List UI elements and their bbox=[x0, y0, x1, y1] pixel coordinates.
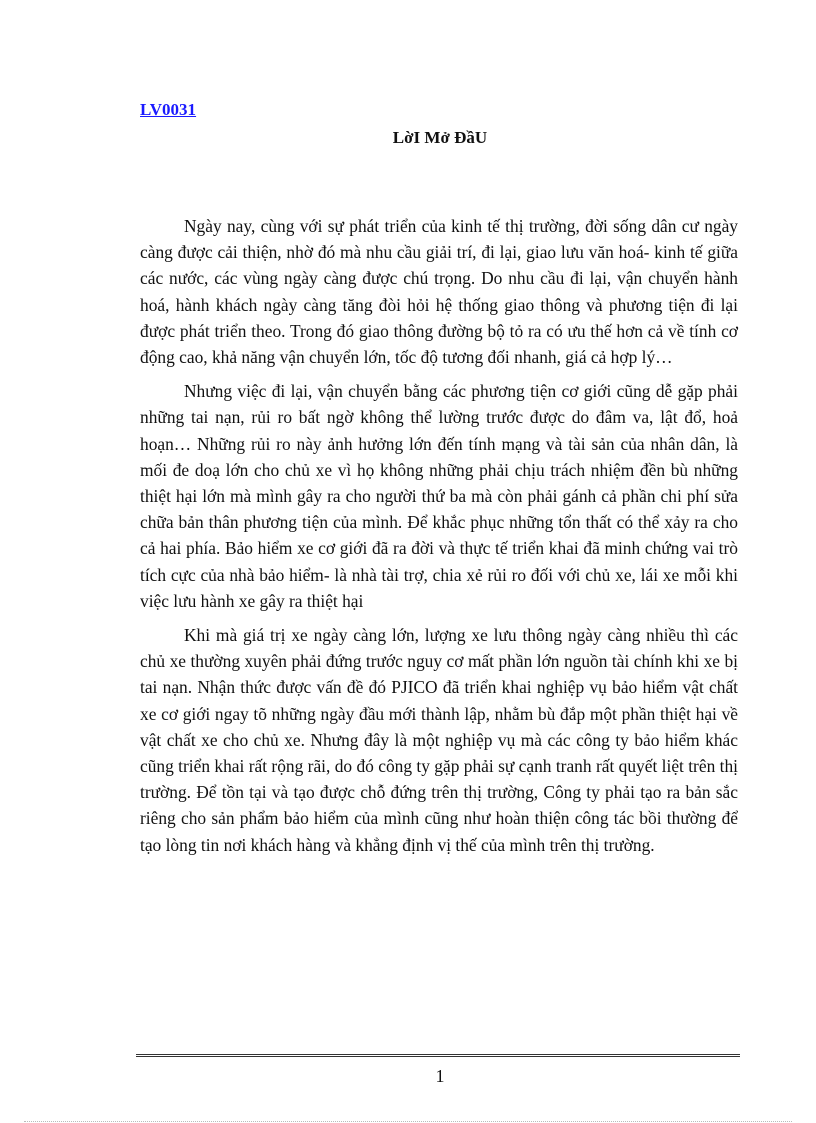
page-number: 1 bbox=[435, 1066, 445, 1086]
footer-divider bbox=[136, 1054, 740, 1057]
document-code-link[interactable]: LV0031 bbox=[140, 100, 197, 119]
paragraph-2: Nhưng việc đi lại, vận chuyển bằng các phương tiện cơ giới cũng dễ gặp phải những tai nạn, rủi ro bất ngờ không thể lường trước được do đâm va, lật đổ, hoả hoạn… Những rủi ro này ảnh hưởng lớn đến tính mạng và tài sản của nhân dân, là mối đe doạ lớn cho chủ xe vì họ không những phải chịu trách nhiệm đền bù những thiệt hại lớn mà mình gây ra cho người thứ ba mà còn phải gánh cả phần chi phí sửa chữa bản thân phương tiện của mình. Để khắc phục những tổn thất có thể xảy ra cho cả hai phía. Bảo hiểm xe cơ giới đã ra đời và thực tế triển khai đã minh chứng vai trò tích cực của nhà bảo hiểm- là nhà tài trợ, chia xẻ rủi ro đối với chủ xe, lái xe mỗi khi việc lưu hành xe gây ra thiệt hại bbox=[140, 381, 738, 611]
paragraph-1: Ngày nay, cùng với sự phát triển của kinh tế thị trường, đời sống dân cư ngày càng được cải thiện, nhờ đó mà nhu cầu giải trí, đi lại, giao lưu văn hoá- kinh tế giữa các nước, các vùng ngày càng được chú trọng. Do nhu cầu đi lại, vận chuyển hành hoá, hành khách ngày càng tăng đòi hỏi hệ thống giao thông và phương tiện đi lại được phát triển theo. Trong đó giao thông đường bộ tỏ ra có ưu thế hơn cả về tính cơ động cao, khả năng vận chuyển lớn, tốc độ tương đối nhanh, giá cả hợp lý… bbox=[140, 216, 738, 368]
page-title: LờI Mở ĐầU bbox=[392, 128, 488, 147]
page-edge-line bbox=[24, 1121, 792, 1122]
document-body bbox=[140, 213, 738, 866]
paragraph-3: Khi mà giá trị xe ngày càng lớn, lượng xe lưu thông ngày càng nhiều thì các chủ xe thường xuyên phải đứng trước nguy cơ mất phần lớn nguồn tài chính khi xe bị tai nạn. Nhận thức được vấn đề đó PJICO đã triển khai nghiệp vụ bảo hiểm vật chất xe cơ giới ngay tõ những ngày đầu mới thành lập, nhằm bù đắp một phần thiệt hại về vật chất xe cho chủ xe. Nhưng đây là một nghiệp vụ mà các công ty bảo hiểm khác cũng triển khai rất rộng rãi, do đó công ty gặp phải sự cạnh tranh rất quyết liệt trên thị trường. Để tồn tại và tạo được chỗ đứng trên thị trường, Công ty phải tạo ra bản sắc riêng cho sản phẩm bảo hiểm của mình cũng như hoàn thiện công tác bồi thường để tạo lòng tin nơi khách hàng và khẳng định vị thế của mình trên thị trường. bbox=[140, 625, 738, 855]
